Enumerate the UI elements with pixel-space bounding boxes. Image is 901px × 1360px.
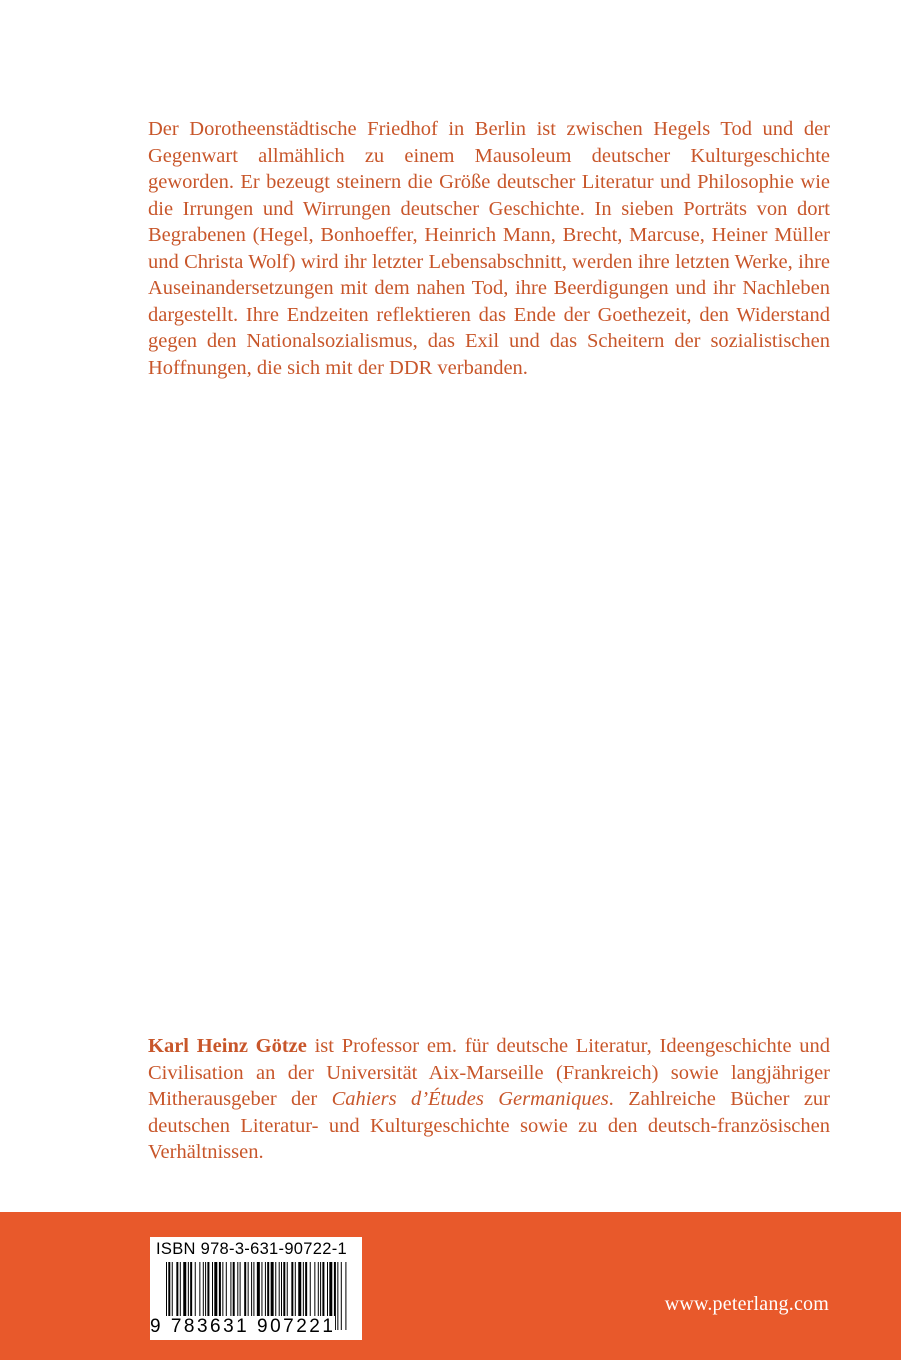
barcode-bar (253, 1262, 254, 1318)
barcode-bar (172, 1262, 173, 1318)
barcode-bar (251, 1262, 252, 1318)
isbn-digits (150, 1316, 362, 1338)
barcode-bar (222, 1262, 223, 1318)
barcode-bar (195, 1262, 196, 1318)
publisher-band (0, 1212, 901, 1360)
author-name: Karl Heinz Götze (148, 1035, 307, 1057)
barcode-bar (257, 1262, 260, 1318)
barcode-bar (265, 1262, 266, 1318)
barcode-bar (176, 1262, 178, 1318)
barcode-bar (214, 1262, 217, 1318)
barcode-bar (237, 1262, 238, 1318)
barcode-bar (233, 1262, 235, 1318)
barcode-bar (205, 1262, 206, 1318)
barcode-bar (180, 1262, 181, 1318)
isbn-barcode (150, 1237, 362, 1340)
barcode-bar (226, 1262, 227, 1318)
barcode-bar (183, 1262, 186, 1318)
barcode-bar (230, 1262, 231, 1318)
barcode-bar (248, 1262, 249, 1318)
barcode-bar (275, 1262, 276, 1318)
barcode-bar (190, 1262, 192, 1318)
barcode-bar (188, 1262, 189, 1318)
barcode-bar (244, 1262, 246, 1318)
barcode-bar (199, 1262, 200, 1318)
isbn-label: ISBN 978-3-631-90722-1 (156, 1240, 347, 1258)
author-bio-text-2: . Zahlreiche Bücher zur deutschen Literatur- und Kulturgeschichte sowie zu den deutsch-französischen Verhältnissen. (148, 1088, 830, 1163)
publisher-website[interactable]: www.peterlang.com (664, 1293, 829, 1315)
barcode-bar (212, 1262, 213, 1318)
isbn-digits-text: 9 783631 907221 (150, 1316, 336, 1337)
barcode-bar (207, 1262, 209, 1318)
blurb-text: Der Dorotheenstädtische Friedhof in Berlin ist zwischen Hegels Tod und der Gegenwart allmählich zu einem Mausoleum deutscher Kulturgeschichte geworden. Er bezeugt steinern die Größe deutscher Literatur und Philosophie wie die Irrungen und Wirrungen deutscher Geschichte. In sieben Porträts von dort Begrabenen (Hegel, Bonhoeffer, Heinrich Mann, Brecht, Marcuse, Heiner Müller und Christa Wolf) wird ihr letzter Lebensabschnitt, werden ihre letzten Werke, ihre Auseinandersetzungen mit dem nahen Tod, ihre Beerdigungen und ihr Nachleben dargestellt. Ihre Endzeiten reflektieren das Ende der Goethezeit, den Widerstand gegen den Nationalsozialismus, das Exil und das Scheitern der sozialistischen Hoffnungen, die sich mit der DDR verbanden. (148, 118, 830, 379)
author-bio-text-1: ist Professor em. für deutsche Literatur, Ideengeschichte und Civilisation an der Universität Aix-Marseille (Frankreich) sowie langjähriger Mitherausgeber der (148, 1035, 831, 1110)
barcode-bar (267, 1262, 269, 1318)
barcode-bar (203, 1262, 204, 1318)
barcode-bar (219, 1262, 221, 1318)
barcode-bar (261, 1262, 262, 1318)
barcode-bar (240, 1262, 241, 1318)
author-bio (148, 1033, 830, 1166)
journal-title: Cahiers d’Études Germaniques (331, 1088, 609, 1110)
barcode-bar (271, 1262, 274, 1318)
